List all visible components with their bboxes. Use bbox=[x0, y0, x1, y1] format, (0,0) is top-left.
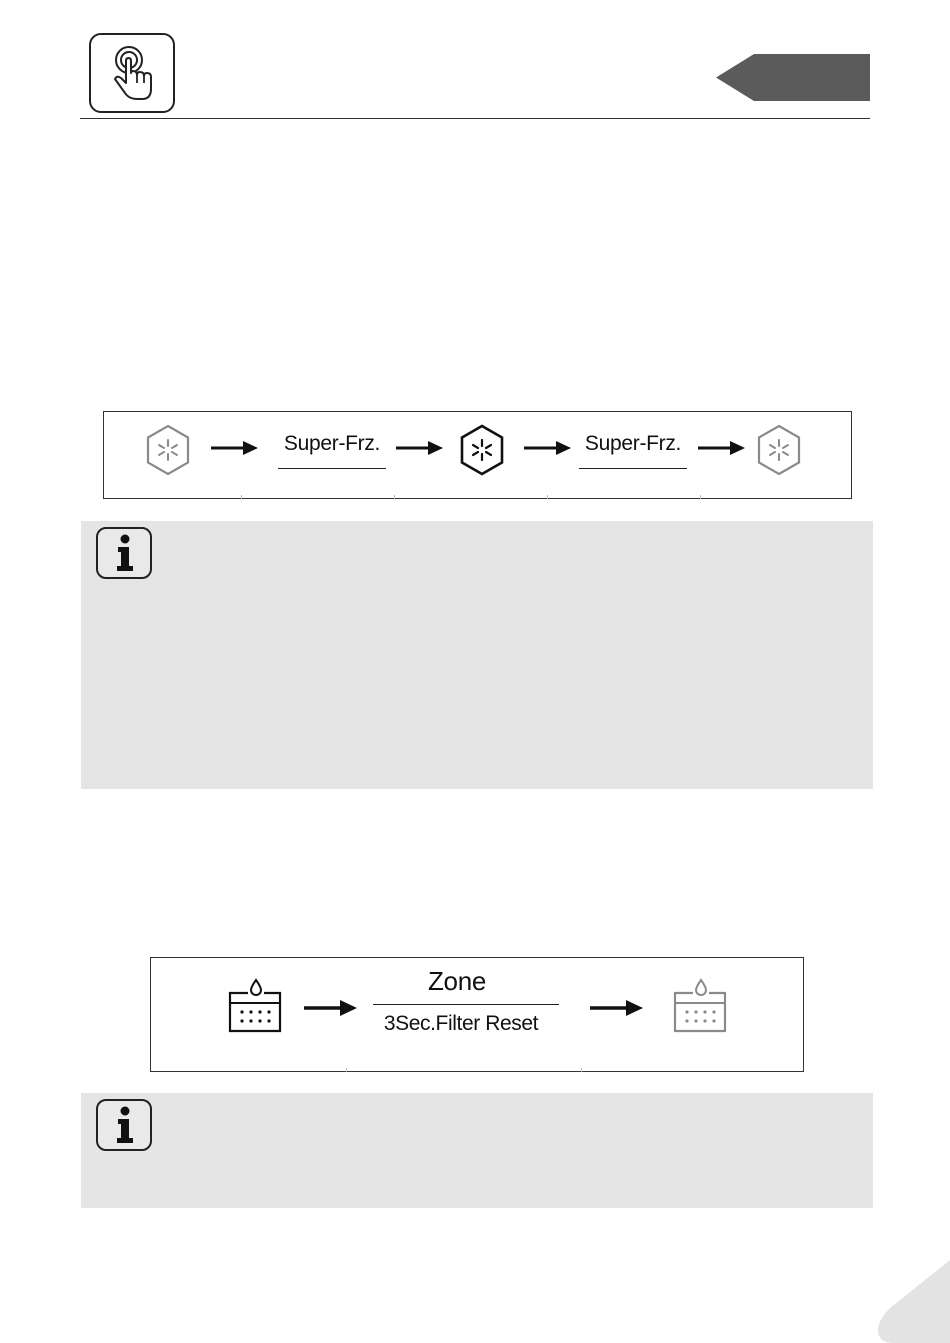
super-freeze-off-icon bbox=[144, 424, 192, 476]
step-underline bbox=[579, 468, 687, 469]
touch-control-icon-box bbox=[89, 33, 175, 113]
header-divider bbox=[80, 118, 870, 119]
flow-arrow bbox=[304, 999, 358, 1017]
info-icon bbox=[96, 527, 152, 579]
flow-arrow bbox=[590, 999, 644, 1017]
flow-arrow bbox=[211, 440, 259, 456]
filter-reset-label: 3Sec.Filter Reset bbox=[383, 1012, 539, 1035]
page-corner-tab bbox=[878, 1260, 950, 1343]
zone-label: Zone bbox=[427, 966, 487, 996]
info-note-panel bbox=[81, 1093, 873, 1208]
info-note-panel bbox=[81, 521, 873, 789]
zone-divider bbox=[373, 1004, 559, 1005]
flow-arrow bbox=[396, 440, 444, 456]
info-icon bbox=[96, 1099, 152, 1151]
step-underline bbox=[278, 468, 386, 469]
touch-hand-icon bbox=[109, 45, 157, 103]
filter-reset-flow-diagram bbox=[150, 957, 804, 1072]
super-freeze-off-icon bbox=[755, 424, 803, 476]
water-filter-icon bbox=[227, 976, 283, 1034]
super-freeze-step-label: Super-Frz. bbox=[283, 432, 381, 455]
super-freeze-on-icon bbox=[458, 424, 506, 476]
flow-arrow bbox=[698, 440, 746, 456]
super-freeze-flow-diagram bbox=[103, 411, 852, 499]
section-tab-marker bbox=[716, 54, 870, 101]
water-filter-faded-icon bbox=[672, 976, 728, 1034]
flow-arrow bbox=[524, 440, 572, 456]
super-freeze-step-label: Super-Frz. bbox=[584, 432, 682, 455]
